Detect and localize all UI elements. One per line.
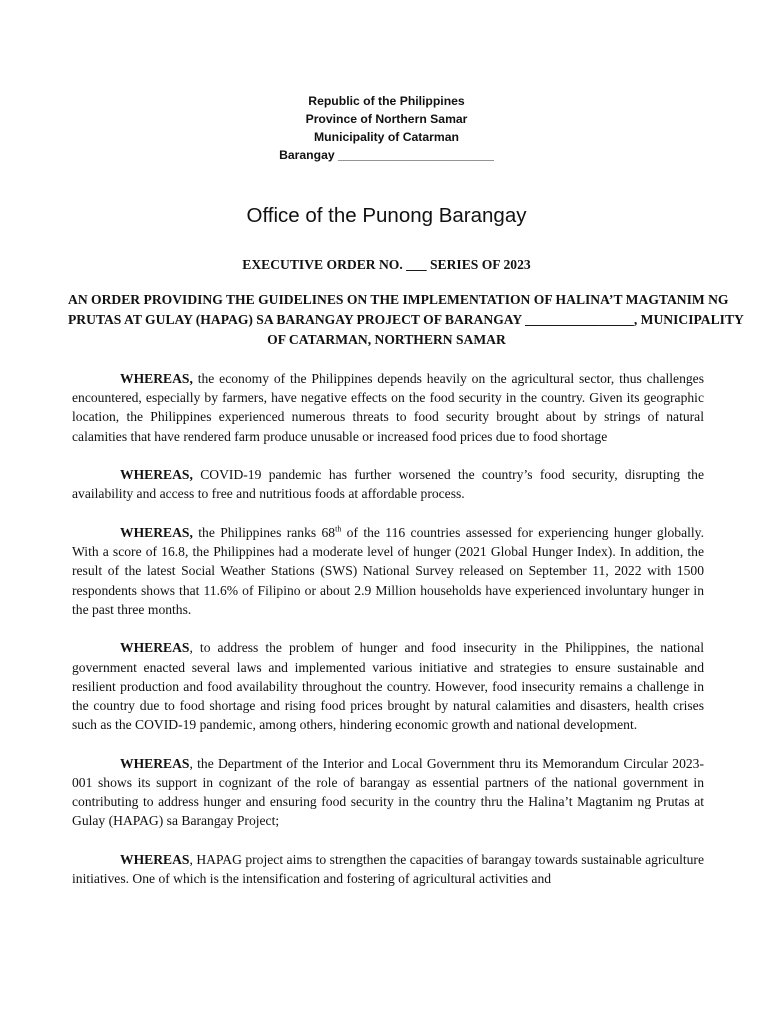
whereas-clause — [72, 754, 704, 831]
office-title: Office of the Punong Barangay — [246, 204, 527, 227]
whereas-clause — [72, 850, 704, 888]
clause-text: of the 116 countries assessed for experiencing hunger globally. With a score of 16.8, the Philippines had a moderate level of hunger (2021 Global Hunger Index). In addition, the result of the latest Social Weather Stations (SWS) National Survey released on September 11, 2022 with 1500 respondents shows that 11.6% of Filipino or about 2.9 Million households have experienced involuntary hunger in the past three months. — [72, 525, 704, 617]
clause-text: , the Department of the Interior and Local Government thru its Memorandum Circular 2023-001 shows its support in cognizant of the role of barangay as essential partners of the national government in contributing to address hunger and ensuring food security in the country thru the Halina’t Magtanim ng Prutas at Gulay (HAPAG) sa Barangay Project; — [72, 755, 704, 829]
letterhead — [0, 92, 768, 164]
order-title-line: AN ORDER PROVIDING THE GUIDELINES ON THE IMPLEMENTATION OF HALINA’T MAGTANIM NG — [68, 292, 729, 307]
executive-order-number: EXECUTIVE ORDER NO. ___ SERIES OF 2023 — [242, 257, 531, 272]
whereas-clause — [72, 638, 704, 734]
ordinal-superscript: th — [335, 524, 342, 534]
whereas-label: WHEREAS, — [120, 467, 193, 483]
whereas-label: WHEREAS, — [120, 371, 193, 386]
letterhead-republic: Republic of the Philippines — [308, 94, 465, 108]
whereas-clause — [72, 369, 704, 446]
document-body — [72, 369, 704, 908]
clause-text: , HAPAG project aims to strengthen the capacities of barangay towards sustainable agriculture initiatives. One of which is the intensification and fostering of agricultural activities and — [72, 852, 704, 887]
whereas-label: WHEREAS — [120, 640, 190, 656]
whereas-clause — [72, 523, 704, 619]
clause-text: the Philippines ranks 68 — [192, 525, 336, 540]
whereas-label: WHEREAS, — [120, 525, 193, 540]
letterhead-barangay: Barangay _______________________ — [279, 148, 494, 162]
whereas-label: WHEREAS — [120, 755, 190, 771]
clause-text: COVID-19 pandemic has further worsened the country’s food security, disrupting the availability and access to free and nutritious foods at affordable process. — [72, 467, 704, 502]
clause-text: , to address the problem of hunger and food insecurity in the Philippines, the national government enacted several laws and implemented various initiative and strategies to ensure sustainable and resilient production and food availability throughout the country. However, food insecurity remains a challenge in the country due to food shortage and rising food prices brought by natural calamities and disasters, health crises such as the COVID-19 pandemic, among others, hindering economic growth and national development. — [72, 640, 704, 733]
clause-text: the economy of the Philippines depends heavily on the agricultural sector, thus challenges encountered, especially by farmers, have negative effects on the food security in the country. Given its geographic location, the Philippines experienced numerous threats to food security brought about by strings of natural calamities that have rendered farm produce unusable or increased food prices due to food shortage — [72, 371, 704, 444]
letterhead-municipality: Municipality of Catarman — [314, 130, 459, 144]
letterhead-province: Province of Northern Samar — [305, 112, 468, 126]
whereas-clause — [72, 465, 704, 503]
order-title-line: PRUTAS AT GULAY (HAPAG) SA BARANGAY PROJECT OF BARANGAY ________________, MUNICIPALITY — [68, 312, 744, 327]
order-title — [68, 290, 744, 350]
whereas-label: WHEREAS — [120, 852, 190, 868]
order-title-line: OF CATARMAN, NORTHERN SAMAR — [267, 332, 506, 347]
